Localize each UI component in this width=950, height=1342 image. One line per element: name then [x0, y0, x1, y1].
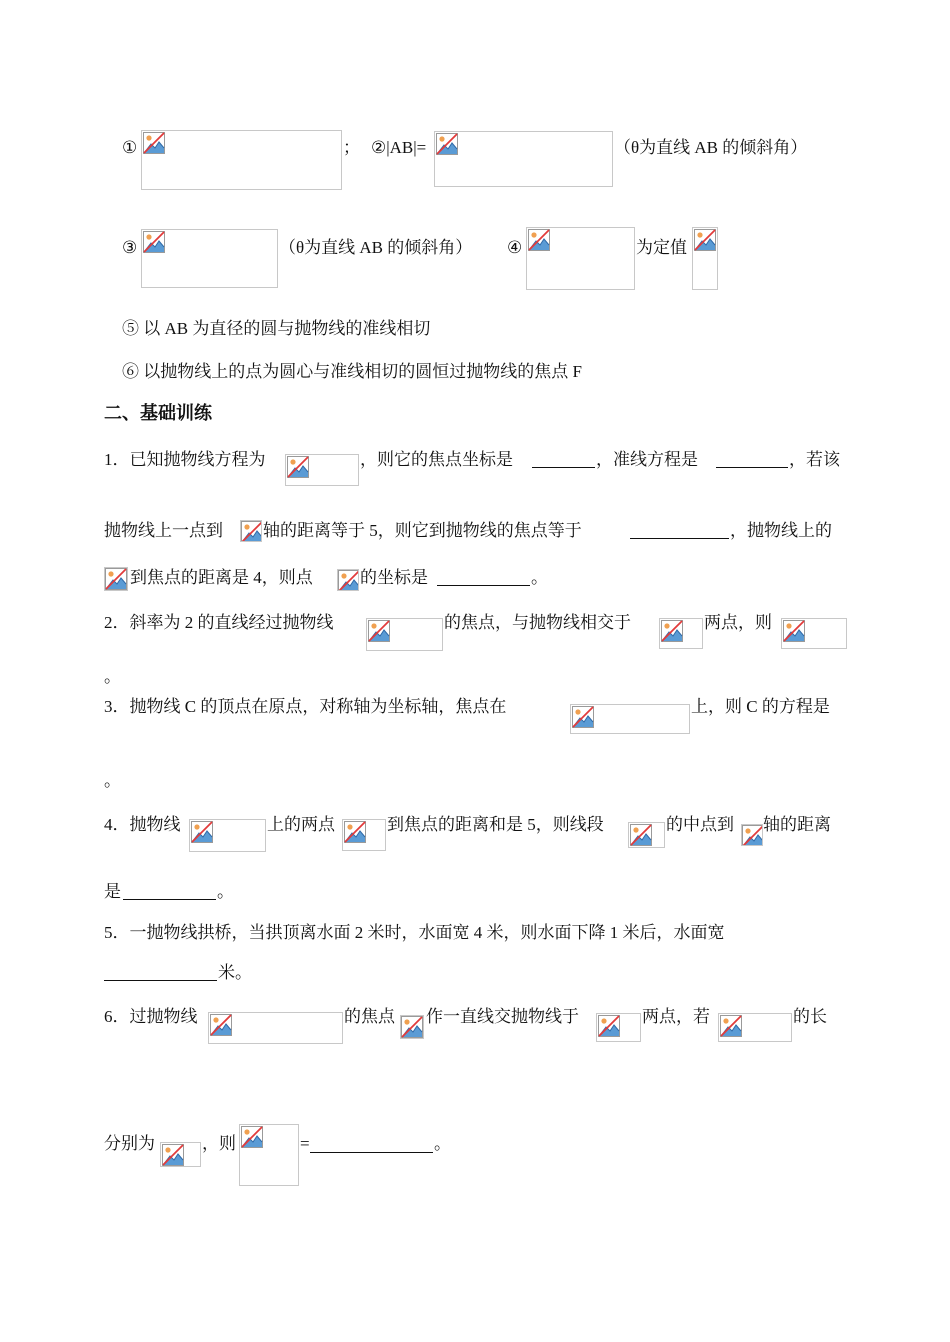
- formula-image: [434, 131, 613, 187]
- q3-text-b: 上，则 C 的方程是: [691, 697, 830, 716]
- broken-image-icon: [105, 568, 127, 590]
- broken-image-icon: [368, 620, 390, 642]
- formula-image: [366, 618, 443, 651]
- broken-image-icon: [241, 1126, 263, 1148]
- q2-text-d: 。: [104, 667, 121, 686]
- broken-image-icon: [401, 1016, 423, 1038]
- q6-text-a: 6．过抛物线: [104, 1007, 198, 1026]
- formula-image: [104, 567, 128, 591]
- formula-image: [659, 618, 703, 649]
- formula-image: [342, 819, 386, 851]
- item-3-number: ③: [122, 238, 138, 257]
- q3-text-c: 。: [104, 771, 121, 790]
- theta-note: （θ为直线 AB 的倾斜角）: [279, 238, 473, 257]
- item-1-number: ①: [122, 138, 138, 157]
- formula-image: [337, 569, 359, 591]
- q1-text-c: ，准线方程是: [596, 450, 698, 469]
- broken-image-icon: [241, 521, 261, 541]
- q1-text-g: ，抛物线上的: [730, 521, 832, 540]
- q6-text-i: 。: [434, 1134, 451, 1153]
- formula-image: [596, 1013, 641, 1042]
- broken-image-icon: [598, 1015, 620, 1037]
- broken-image-icon: [783, 620, 805, 642]
- q1-text-d: ，若该: [789, 450, 840, 469]
- formula-image: [208, 1012, 343, 1044]
- formula-image: [141, 130, 342, 190]
- item-4-number: ④: [507, 238, 523, 257]
- formula-image: [570, 704, 690, 734]
- q2-text-b: 的焦点，与抛物线相交于: [444, 613, 631, 632]
- q1-text-a: 1．已知抛物线方程为: [104, 450, 266, 469]
- q1-text-b: ，则它的焦点坐标是: [360, 450, 513, 469]
- answer-blank: [104, 964, 217, 981]
- broken-image-icon: [528, 229, 550, 251]
- section-title: 二、基础训练: [104, 403, 212, 424]
- broken-image-icon: [436, 133, 458, 155]
- q4-text-c: 到焦点的距离和是 5，则线段: [387, 815, 604, 834]
- formula-image: [692, 227, 718, 290]
- broken-image-icon: [191, 821, 213, 843]
- property-5: ⑤ 以 AB 为直径的圆与抛物线的准线相切: [122, 319, 431, 338]
- broken-image-icon: [344, 821, 366, 843]
- formula-image: [189, 819, 266, 852]
- q4-text-f: 是: [104, 882, 121, 901]
- q2-text-c: 两点，则: [704, 613, 772, 632]
- q4-text-b: 上的两点: [267, 815, 335, 834]
- q1-text-e: 抛物线上一点到: [104, 521, 223, 540]
- broken-image-icon: [572, 706, 594, 728]
- formula-image: [285, 454, 359, 486]
- broken-image-icon: [162, 1144, 184, 1166]
- broken-image-icon: [143, 231, 165, 253]
- answer-blank: [437, 569, 530, 586]
- theta-note: （θ为直线 AB 的倾斜角）: [614, 138, 808, 157]
- q6-text-c: 作一直线交抛物线于: [426, 1007, 579, 1026]
- broken-image-icon: [742, 825, 762, 845]
- q4-text-a: 4．抛物线: [104, 815, 181, 834]
- answer-blank: [716, 451, 788, 468]
- broken-image-icon: [287, 456, 309, 478]
- broken-image-icon: [338, 570, 358, 590]
- q6-text-d: 两点，若: [642, 1007, 710, 1026]
- q4-text-d: 的中点到: [666, 815, 734, 834]
- formula-image: [526, 227, 635, 290]
- formula-image: [160, 1142, 201, 1167]
- q2-text-a: 2．斜率为 2 的直线经过抛物线: [104, 613, 334, 632]
- q3-text-a: 3．抛物线 C 的顶点在原点，对称轴为坐标轴，焦点在: [104, 697, 507, 716]
- property-6: ⑥ 以抛物线上的点为圆心与准线相切的圆恒过抛物线的焦点 F: [122, 362, 582, 381]
- q5-text-b: 米。: [218, 963, 252, 982]
- q6-text-f: 分别为: [104, 1134, 155, 1153]
- formula-image: [781, 618, 847, 649]
- q1-text-i: 的坐标是: [360, 568, 428, 587]
- broken-image-icon: [210, 1014, 232, 1036]
- broken-image-icon: [720, 1015, 742, 1037]
- broken-image-icon: [694, 229, 716, 251]
- q6-text-g: ，则: [202, 1134, 236, 1153]
- broken-image-icon: [661, 620, 683, 642]
- formula-image: [741, 824, 763, 846]
- item-2-label: ②|AB|=: [371, 138, 427, 157]
- q6-text-e: 的长: [793, 1007, 827, 1026]
- q1-text-h: 到焦点的距离是 4，则点: [130, 568, 313, 587]
- q5-text-a: 5．一抛物线拱桥，当拱顶离水面 2 米时，水面宽 4 米，则水面下降 1 米后，水面宽: [104, 923, 725, 942]
- formula-image: [718, 1013, 792, 1042]
- broken-image-icon: [630, 824, 652, 846]
- formula-image: [239, 1124, 299, 1186]
- answer-blank: [532, 451, 595, 468]
- broken-image-icon: [143, 132, 165, 154]
- q4-text-e: 轴的距离: [763, 815, 831, 834]
- q6-text-h: =: [300, 1134, 310, 1153]
- formula-image: [400, 1015, 424, 1039]
- q1-text-j: 。: [531, 568, 548, 587]
- q1-text-f: 轴的距离等于 5，则它到抛物线的焦点等于: [263, 521, 582, 540]
- answer-blank: [630, 522, 729, 539]
- formula-image: [240, 520, 262, 542]
- formula-image: [141, 229, 278, 288]
- fixed-value-text: 为定值: [636, 238, 687, 257]
- answer-blank: [123, 883, 216, 900]
- q4-text-g: 。: [217, 882, 234, 901]
- formula-image: [628, 822, 665, 848]
- separator: ；: [343, 138, 360, 157]
- answer-blank: [310, 1136, 433, 1153]
- q6-text-b: 的焦点: [344, 1007, 395, 1026]
